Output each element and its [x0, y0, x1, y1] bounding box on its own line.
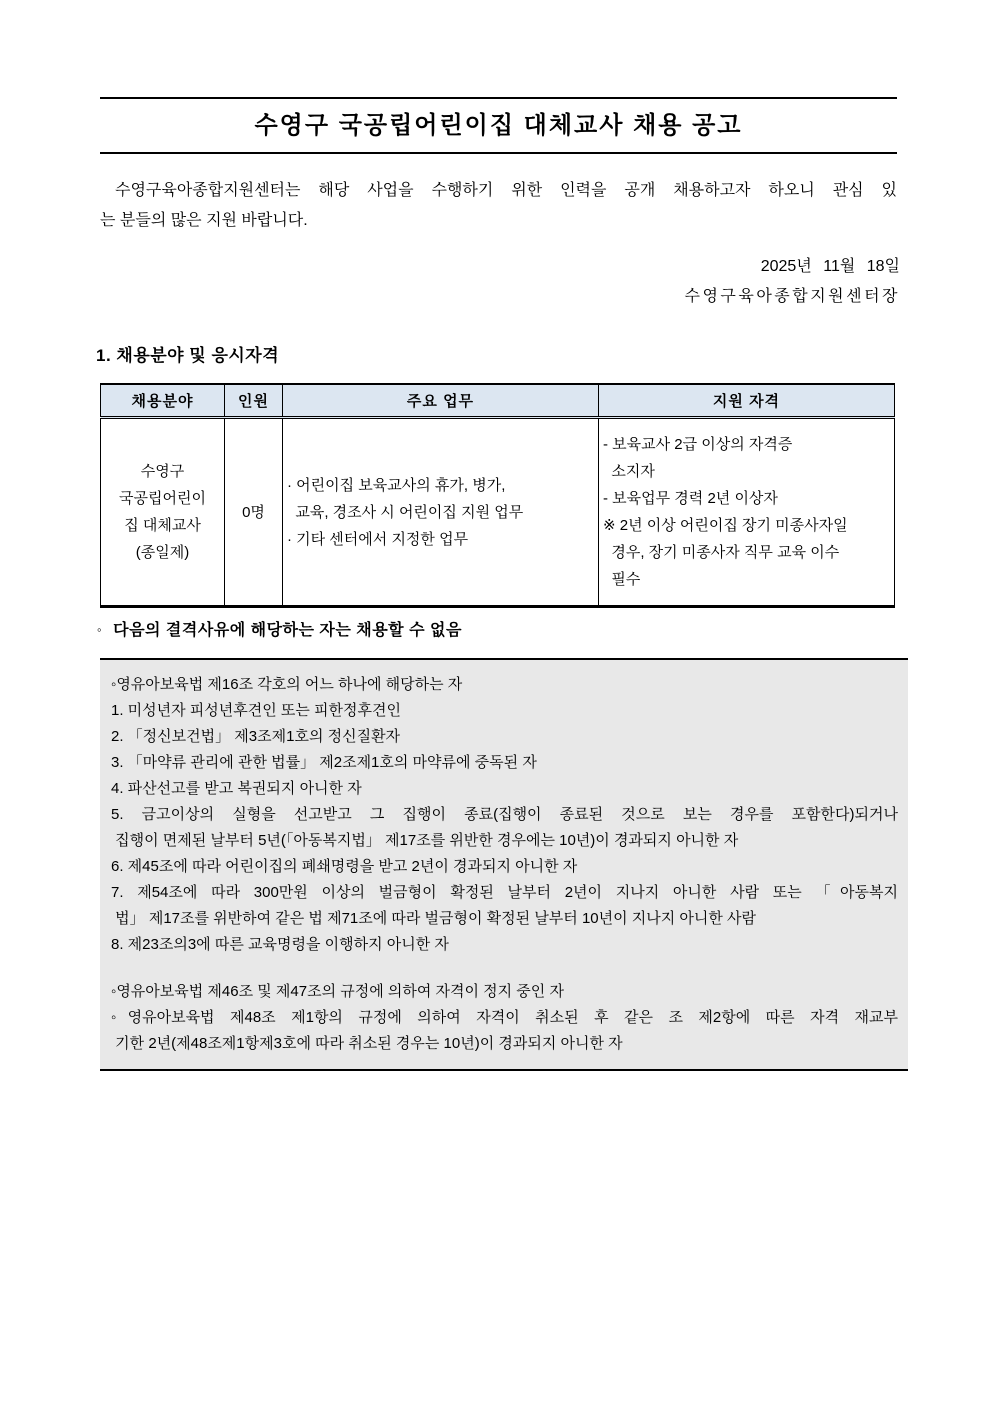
disqualification-item: 5. 금고이상의 실형을 선고받고 그 집행이 종료(집행이 종료된 것으로 보는 경우를 포함한다)되거나	[111, 806, 898, 823]
disqualification-item	[111, 958, 898, 979]
cell-count	[225, 418, 283, 607]
qualification-line: - 보육교사 2급 이상의 자격증	[603, 436, 793, 453]
header-cell-count: 인원	[225, 384, 283, 418]
qualification-line: ※ 2년 이상 어린이집 장기 미종사자일	[603, 517, 848, 534]
disqualification-item: 기한 2년(제48조제1항제3호에 따라 취소된 경우는 10년)이 경과되지 아니한 자	[111, 1035, 623, 1052]
duty-line: · 어린이집 보육교사의 휴가, 병가,	[287, 476, 506, 494]
circle-bullet-icon: ◦	[97, 622, 103, 637]
disqualification-item: 3. 「마약류 관리에 관한 법률」 제2조제1호의 마약류에 중독된 자	[111, 754, 537, 771]
page-title: 수영구 국공립어린이집 대체교사 채용 공고	[254, 112, 743, 139]
disqualification-heading-text: 다음의 결격사유에 해당하는 자는 채용할 수 없음	[113, 622, 462, 639]
signature-block	[100, 252, 900, 312]
field-line: (종일제)	[135, 544, 190, 561]
table-header-row	[101, 384, 895, 418]
duty-line: · 기타 센터에서 지정한 업무	[287, 530, 469, 548]
disqualification-item: 4. 파산선고를 받고 복권되지 아니한 자	[111, 780, 362, 797]
recruitment-table	[100, 383, 895, 608]
count-value: 0명	[242, 503, 265, 521]
header-cell-duty: 주요 업무	[283, 384, 599, 418]
cell-qualification	[599, 418, 895, 607]
qualification-line: - 보육업무 경력 2년 이상자	[603, 490, 778, 507]
qualification-line: 필수	[603, 571, 641, 588]
field-line: 집 대체교사	[124, 517, 201, 534]
disqualification-item: 7. 제54조에 따라 300만원 이상의 벌금형이 확정된 날부터 2년이 지나지 아니한 사람 또는 「아동복지	[111, 884, 898, 901]
issuer-line: 수영구육아종합지원센터장	[684, 288, 900, 305]
field-line: 수영구	[140, 463, 185, 480]
disqualification-item: 법」 제17조를 위반하여 같은 법 제71조에 따라 벌금형이 확정된 날부터 10년이 지나지 아니한 사람	[111, 910, 757, 927]
disqualification-heading	[97, 617, 462, 640]
disqualification-item: ◦영유아보육법 제48조 제1항의 규정에 의하여 자격이 취소된 후 같은 조 제2항에 따른 자격 재교부	[111, 1009, 898, 1026]
date-line: 2025년 11월 18일	[760, 258, 900, 275]
disqualification-item: 2. 「정신보건법」 제3조제1호의 정신질환자	[111, 728, 401, 745]
header-cell-field: 채용분야	[101, 384, 225, 418]
intro-line: 수영구육아종합지원센터는 해당 사업을 수행하기 위한 인력을 공개 채용하고자 하오니 관심 있	[115, 182, 897, 199]
cell-duty	[283, 418, 599, 607]
title-block	[100, 97, 897, 154]
disqualification-item: ◦영유아보육법 제16조 각호의 어느 하나에 해당하는 자	[111, 676, 463, 693]
qualification-line: 소지자	[603, 463, 655, 480]
duty-line: 교육, 경조사 시 어린이집 지원 업무	[287, 503, 524, 521]
disqualification-item: 8. 제23조의3에 따른 교육명령을 이행하지 아니한 자	[111, 936, 449, 953]
table-row	[101, 418, 895, 607]
disqualification-item: 1. 미성년자 피성년후견인 또는 피한정후견인	[111, 702, 402, 719]
field-line: 국공립어린이	[119, 490, 206, 507]
intro-line: 는 분들의 많은 지원 바랍니다.	[100, 212, 308, 229]
disqualification-item: ◦영유아보육법 제46조 및 제47조의 규정에 의하여 자격이 정지 중인 자	[111, 983, 564, 1000]
header-cell-qualification: 지원 자격	[599, 384, 895, 418]
cell-field	[101, 418, 225, 607]
section1-heading: 1. 채용분야 및 응시자격	[96, 346, 280, 365]
qualification-line: 경우, 장기 미종사자 직무 교육 이수	[603, 544, 840, 561]
disqualification-item: 집행이 면제된 날부터 5년(「아동복지법」 제17조를 위반한 경우에는 10년)이 경과되지 아니한 자	[111, 832, 739, 849]
intro-paragraph	[100, 176, 897, 236]
disqualification-box	[100, 658, 908, 1071]
disqualification-item: 6. 제45조에 따라 어린이집의 폐쇄명령을 받고 2년이 경과되지 아니한 자	[111, 858, 578, 875]
